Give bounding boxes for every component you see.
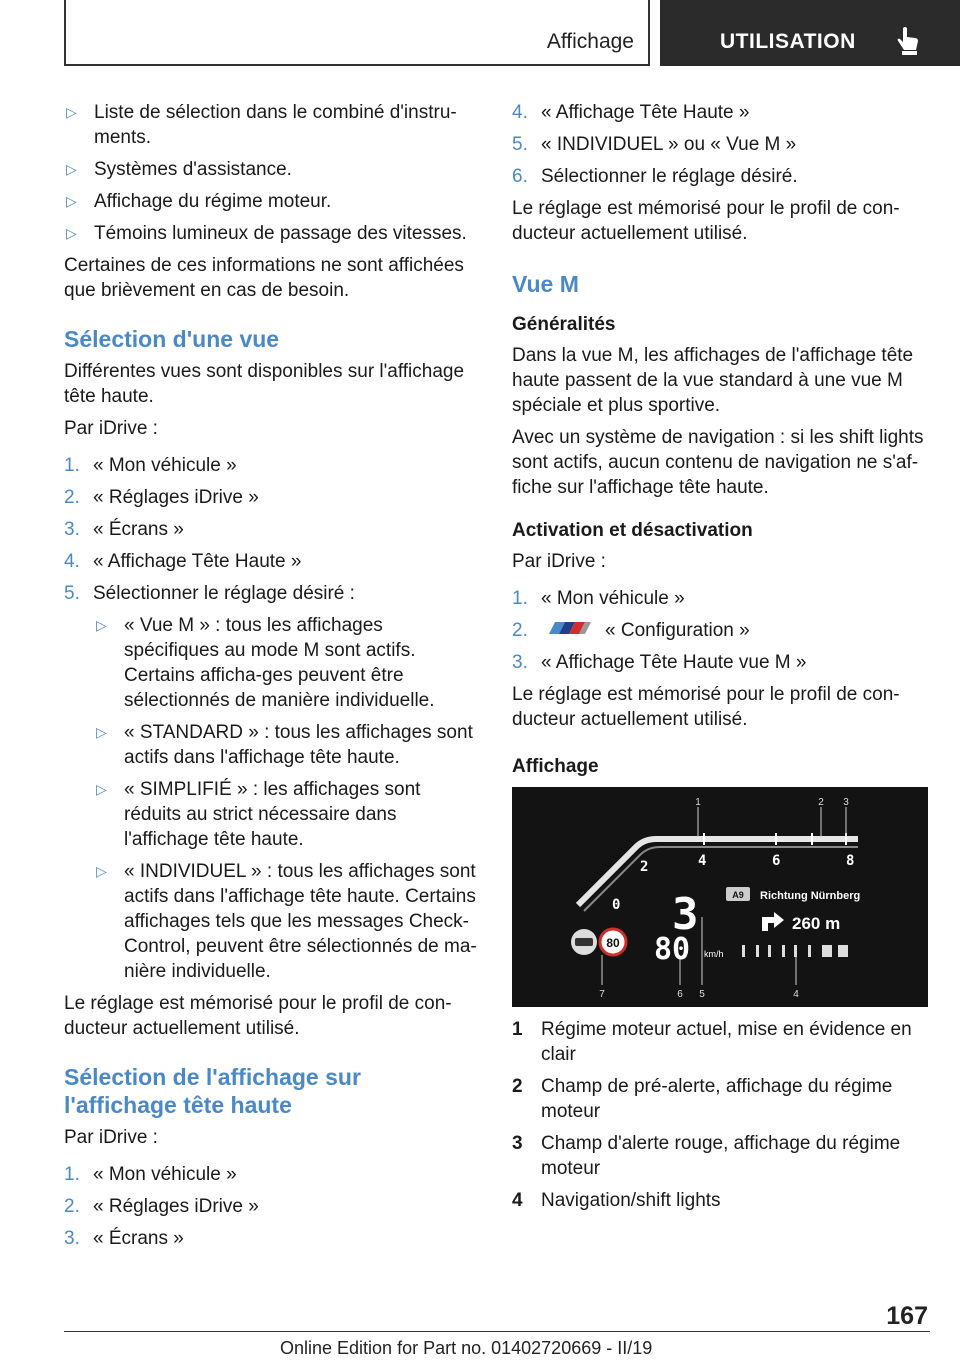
sub-heading: Activation et désactivation — [512, 520, 753, 541]
paragraph: Par iDrive : — [64, 418, 158, 439]
footer-edition: Online Edition for Part no. 01402720669 - II/19 — [280, 1338, 653, 1358]
right-column — [512, 100, 932, 1220]
speed-limit-value: 80 — [606, 936, 620, 951]
list-item: ▷ « INDIVIDUEL » : tous les affichages sont actifs dans l'affichage tête haute. Certains affichages tels que les messages Check-Control, peuvent être sélectionnés de ma-nière individuelle. — [96, 861, 477, 982]
triangle-bullet-icon: ▷ — [66, 225, 77, 241]
scale-0: 0 — [612, 897, 621, 914]
callout-4: 4 — [793, 989, 799, 1001]
list-item: 2. « Réglages iDrive » — [64, 1196, 259, 1217]
callout-6: 6 — [677, 989, 683, 1001]
header-section-title: Affichage — [546, 30, 634, 53]
scale-6: 6 — [772, 853, 781, 870]
list-item: 5. Sélectionner le réglage désiré : — [64, 583, 355, 604]
page-number: 167 — [886, 1302, 928, 1330]
callout-1: 1 — [695, 797, 701, 809]
info-bullet-list — [64, 100, 478, 246]
triangle-bullet-icon: ▷ — [66, 193, 77, 209]
list-item: ▷ Systèmes d'assistance. — [66, 159, 292, 180]
turn-right-arrow-icon — [762, 912, 784, 931]
paragraph: Le réglage est mémorisé pour le profil de con-ducteur actuellement utilisé. — [512, 198, 900, 244]
scale-4: 4 — [698, 853, 707, 870]
list-item: ▷ Liste de sélection dans le combiné d'instru-ments. — [66, 102, 457, 148]
speed-value: 80 — [654, 932, 691, 968]
list-item: 2. « Configuration » — [512, 618, 932, 643]
figure-legend — [512, 1017, 932, 1213]
steps-list — [512, 586, 932, 675]
hud-illustration — [512, 787, 928, 1007]
list-item: ▷ « SIMPLIFIÉ » : les affichages sont réduits au strict nécessaire dans l'affichage tête haute. — [96, 779, 421, 850]
paragraph: Le réglage est mémorisé pour le profil de con-ducteur actuellement utilisé. — [64, 993, 452, 1039]
callout-7: 7 — [599, 989, 605, 1001]
scale-2: 2 — [640, 859, 649, 876]
list-item: 1. « Mon véhicule » — [512, 588, 685, 609]
steps-list — [64, 453, 478, 606]
callout-3: 3 — [843, 797, 849, 809]
triangle-bullet-icon: ▷ — [96, 617, 107, 633]
speed-unit: km/h — [704, 949, 724, 960]
list-item: 1. « Mon véhicule » — [64, 455, 237, 476]
sub-heading: Généralités — [512, 314, 616, 335]
list-item: 2. « Réglages iDrive » — [64, 487, 259, 508]
view-options-list — [94, 613, 478, 984]
section-heading: Vue M — [512, 271, 579, 297]
section-heading: Sélection d'une vue — [64, 326, 280, 352]
left-column — [64, 100, 478, 1258]
triangle-bullet-icon: ▷ — [96, 724, 107, 740]
list-item: 3. « Affichage Tête Haute vue M » — [512, 652, 807, 674]
paragraph: Par iDrive : — [64, 1127, 158, 1148]
legend-item: 3 Champ d'alerte rouge, affichage du régime moteur — [512, 1133, 901, 1180]
callout-2: 2 — [818, 797, 824, 809]
hud-m-view-figure — [512, 787, 928, 1007]
paragraph: Avec un système de navigation : si les shift lights sont actifs, aucun contenu de navigation ne s'af-fiche sur l'affichage tête haute. — [512, 427, 924, 498]
triangle-bullet-icon: ▷ — [66, 104, 77, 120]
paragraph: Certaines de ces informations ne sont affichées que brièvement en cas de besoin. — [64, 255, 464, 301]
m-logo-icon — [541, 618, 597, 643]
sub-heading: Affichage — [512, 756, 599, 778]
callout-5: 5 — [699, 989, 705, 1001]
gear-indicator: 3 — [672, 889, 699, 941]
lane-guidance-icons — [742, 945, 848, 957]
list-item: 4. « Affichage Tête Haute » — [512, 102, 750, 123]
footer-divider — [64, 1331, 930, 1332]
paragraph: Le réglage est mémorisé pour le profil de con-ducteur actuellement utilisé. — [512, 684, 900, 731]
paragraph: Dans la vue M, les affichages de l'affichage tête haute passent de la vue standard à une vue M spéciale et plus sportive. — [512, 345, 914, 416]
list-item: 6. Sélectionner le réglage désiré. — [512, 166, 798, 187]
list-item: 3. « Écrans » — [64, 1228, 184, 1249]
triangle-bullet-icon: ▷ — [96, 781, 107, 797]
road-badge: A9 — [732, 890, 744, 901]
list-item: ▷ Témoins lumineux de passage des vitesses. — [66, 223, 467, 244]
legend-item: 4 Navigation/shift lights — [512, 1190, 721, 1212]
scale-8: 8 — [846, 853, 855, 870]
hand-pointer-icon — [896, 26, 922, 56]
list-item: 4. « Affichage Tête Haute » — [64, 551, 302, 572]
list-item: 3. « Écrans » — [64, 519, 184, 540]
list-item: 1. « Mon véhicule » — [64, 1164, 237, 1185]
list-item: ▷ Affichage du régime moteur. — [66, 191, 332, 212]
triangle-bullet-icon: ▷ — [66, 161, 77, 177]
nav-distance: 260 m — [792, 914, 841, 934]
header-chapter-title: UTILISATION — [720, 30, 856, 53]
legend-item: 2 Champ de pré-alerte, affichage du régime moteur — [512, 1076, 893, 1123]
paragraph: Différentes vues sont disponibles sur l'affichage tête haute. — [64, 361, 465, 407]
list-item: ▷ « Vue M » : tous les affichages spécifiques au mode M sont actifs. Certains afficha-ges peuvent être sélectionnés de manière individuelle. — [96, 615, 435, 711]
list-item: 5. « INDIVIDUEL » ou « Vue M » — [512, 134, 797, 155]
steps-list — [512, 100, 932, 189]
paragraph: Par iDrive : — [512, 551, 606, 572]
legend-item: 1 Régime moteur actuel, mise en évidence en clair — [512, 1019, 912, 1066]
header-chapter-box — [660, 0, 960, 66]
triangle-bullet-icon: ▷ — [96, 863, 107, 879]
direction-text: Richtung Nürnberg — [760, 890, 861, 903]
steps-list — [64, 1162, 478, 1251]
header-section-box — [64, 0, 650, 66]
section-heading: Sélection de l'affichage sur l'affichage tête haute — [64, 1064, 361, 1118]
list-item: ▷ « STANDARD » : tous les affichages sont actifs dans l'affichage tête haute. — [96, 722, 473, 768]
